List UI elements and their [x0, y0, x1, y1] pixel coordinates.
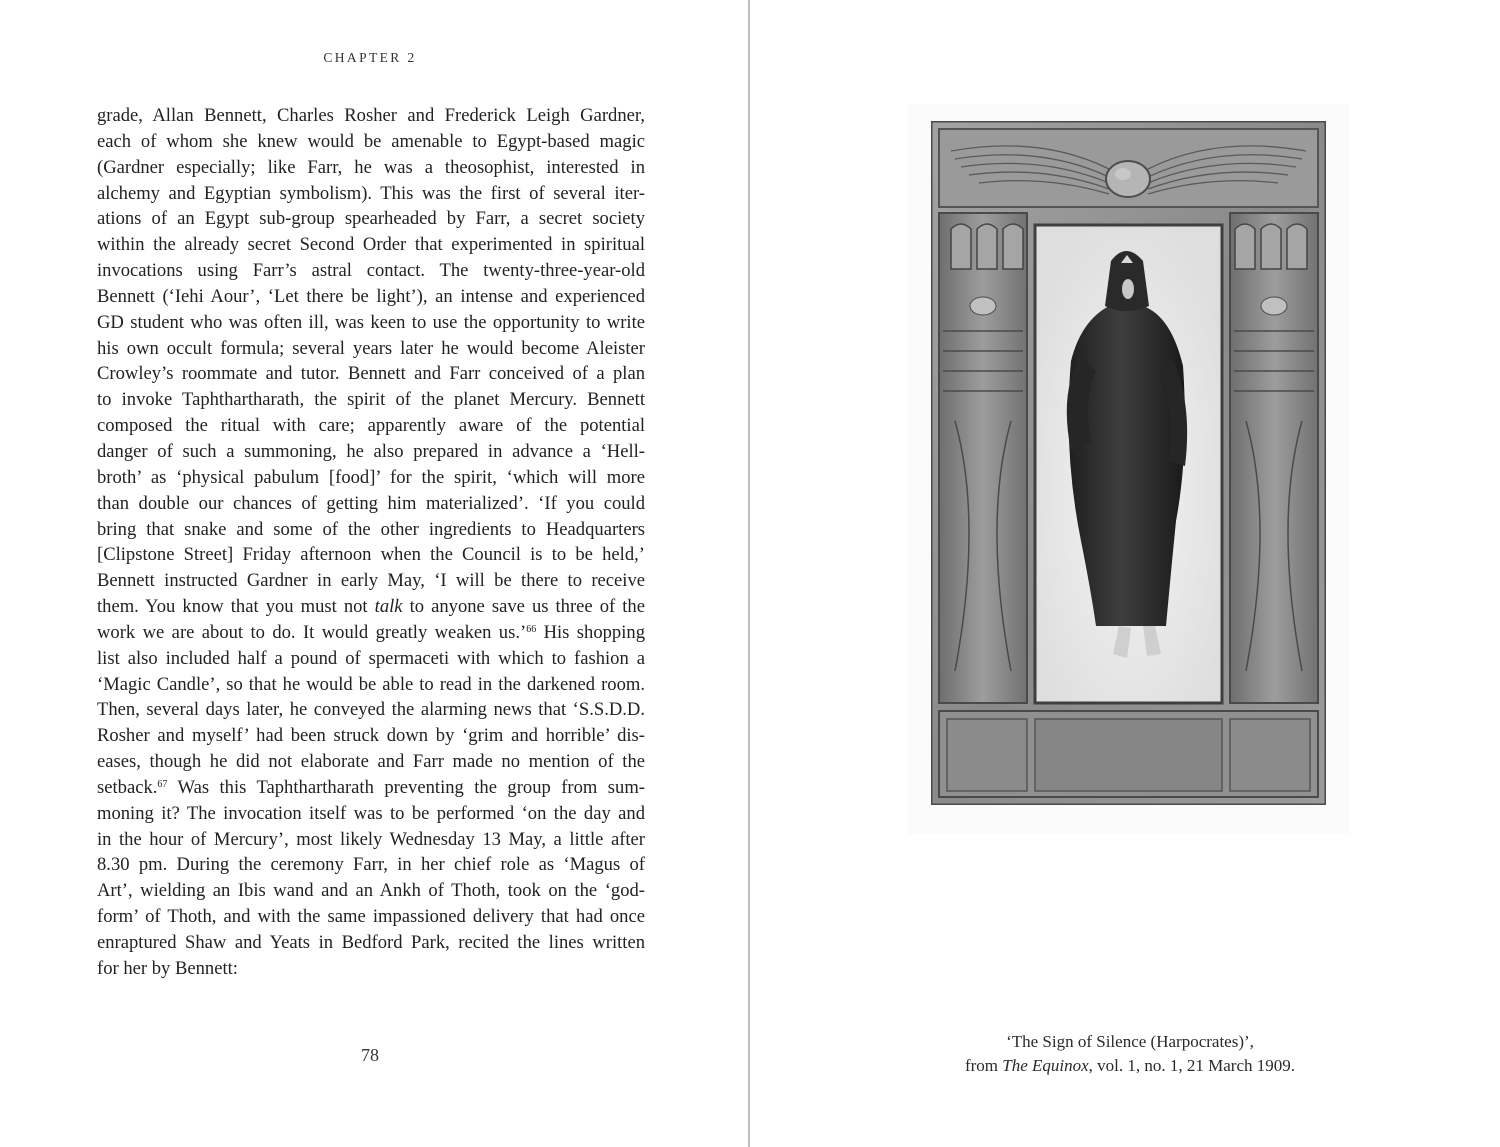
footnote-ref: 67	[157, 778, 168, 790]
text-line: invocations using Farr’s astral contact. The twenty-three-year-old	[97, 260, 645, 282]
caption-line: from The Equinox, vol. 1, no. 1, 21 March 1909.	[964, 1056, 1296, 1075]
text-line: ‘Magic Candle’, so that he would be able to read in the darkened room.	[97, 673, 645, 695]
text-line: Crowley’s roommate and tutor. Bennett and Farr conceived of a plan	[97, 363, 645, 385]
caption-line: ‘The Sign of Silence (Harpocrates)’,	[1006, 1032, 1254, 1051]
text-line: Bennett (‘Iehi Aour’, ‘Let there be light’), an intense and experienced	[97, 285, 645, 307]
text-line: grade, Allan Bennett, Charles Rosher and Frederick Leigh Gardner,	[97, 105, 645, 126]
text-line: GD student who was often ill, was keen to use the opportunity to write	[97, 311, 645, 333]
text-line: (Gardner especially; like Farr, he was a theosophist, interested in	[97, 156, 645, 178]
text-line: danger of such a summoning, he also prepared in advance a ‘Hell-	[97, 440, 645, 462]
figure-caption	[900, 1030, 1360, 1078]
text-line: each of whom she knew would be amenable to Egypt-based magic	[97, 130, 645, 152]
text-line: Rosher and myself’ had been struck down by ‘grim and horrible’ dis-	[97, 725, 645, 747]
text-line: in the hour of Mercury’, most likely Wednesday 13 May, a little after	[97, 828, 645, 850]
right-page	[750, 0, 1500, 1147]
running-head: CHAPTER 2	[323, 50, 417, 65]
text-line: 8.30 pm. During the ceremony Farr, in her chief role as ‘Magus of	[97, 854, 645, 876]
text-line: bring that snake and some of the other ingredients to Headquarters	[97, 518, 645, 540]
text-line: work we are about to do. It would greatly weaken us.’$^{66}$ His shopping	[97, 621, 645, 643]
left-page	[0, 0, 748, 1147]
text-line: Then, several days later, he conveyed the alarming news that ‘S.S.D.D.	[97, 699, 645, 721]
body-text	[97, 103, 645, 982]
text-line: eases, though he did not elaborate and Farr made no mention of the	[97, 751, 645, 773]
text-line: moning it? The invocation itself was to be performed ‘on the day and	[97, 802, 645, 824]
text-line: Art’, wielding an Ibis wand and an Ankh of Thoth, took on the ‘god-	[97, 880, 645, 902]
text-line: list also included half a pound of spermaceti with which to fashion a	[97, 647, 645, 669]
text-line: for her by Bennett:	[97, 957, 238, 979]
text-line: Bennett instructed Gardner in early May, ‘I will be there to receive	[97, 570, 645, 592]
text-line: his own occult formula; several years later he would become Aleister	[97, 337, 645, 359]
publication-title: The Equinox	[1002, 1056, 1089, 1075]
text-line: composed the ritual with care; apparently aware of the potential	[97, 415, 645, 437]
text-line: form’ of Thoth, and with the same impassioned delivery that had once	[97, 906, 645, 928]
text-line: within the already secret Second Order that experimented in spiritual	[97, 234, 645, 256]
text-line: them. You know that you must not talk to anyone save us three of the	[97, 596, 645, 618]
page-number: 78	[361, 1045, 379, 1065]
text-line: alchemy and Egyptian symbolism). This was the first of several iter-	[97, 182, 645, 204]
text-line: than double our chances of getting him materialized’. ‘If you could	[97, 492, 645, 514]
text-line: broth’ as ‘physical pabulum [food]’ for the spirit, ‘which will more	[97, 466, 645, 488]
footnote-ref: 66	[526, 623, 537, 635]
text-line: to invoke Taphthartharath, the spirit of the planet Mercury. Bennett	[97, 389, 645, 411]
harpocrates-illustration	[931, 121, 1326, 805]
text-line: enraptured Shaw and Yeats in Bedford Park, recited the lines written	[97, 932, 645, 953]
text-line: setback.$^{67}$ Was this Taphthartharath preventing the group from sum-	[97, 776, 645, 798]
emphasis: talk	[374, 596, 403, 618]
text-line: [Clipstone Street] Friday afternoon when the Council is to be held,’	[97, 544, 645, 566]
text-line: ations of an Egypt sub-group spearheaded by Farr, a secret society	[97, 208, 645, 230]
